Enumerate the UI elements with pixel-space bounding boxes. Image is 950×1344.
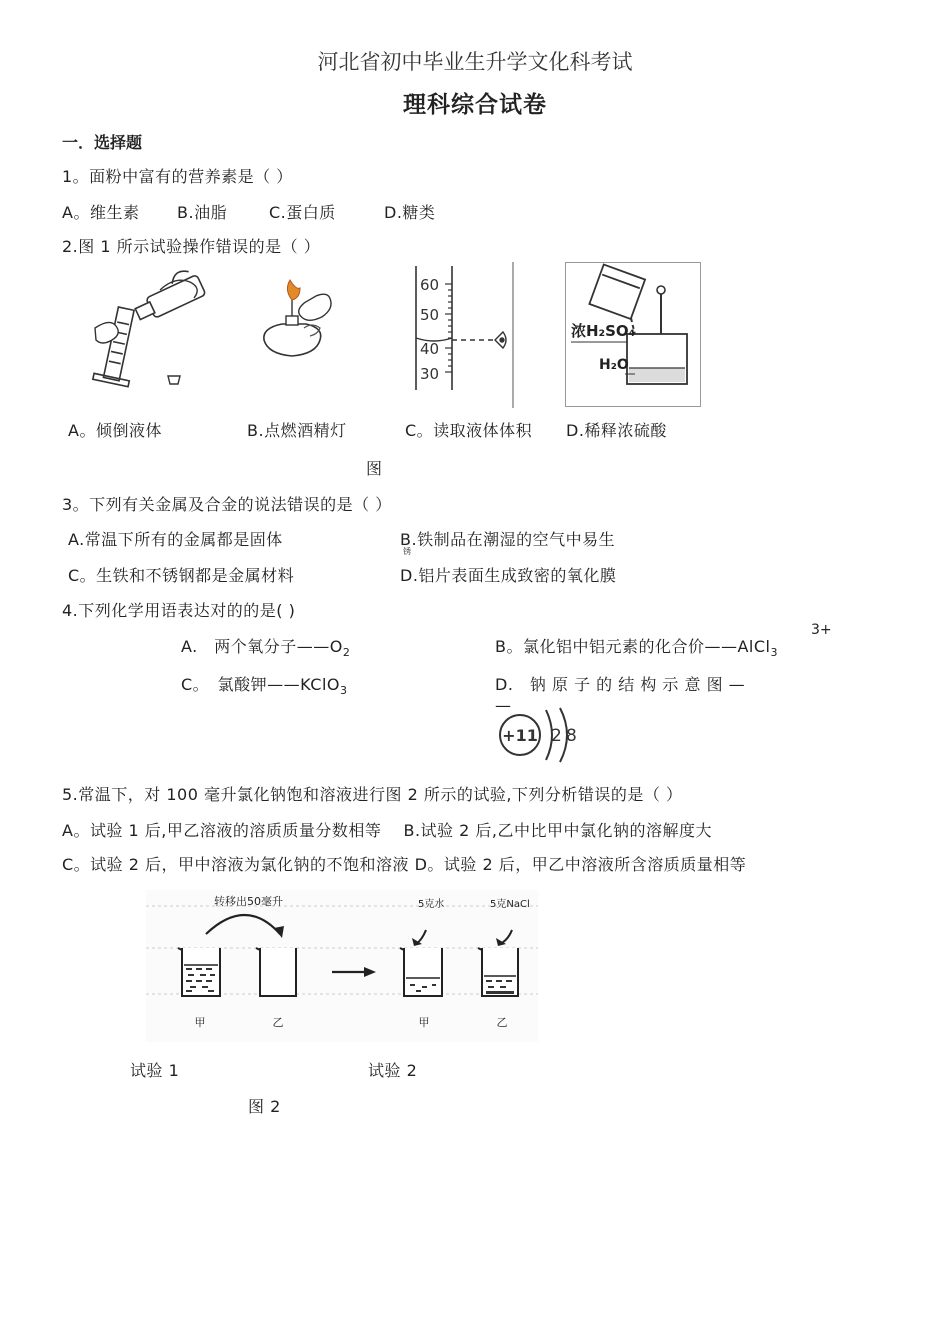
- figure-dilute-acid: [565, 262, 701, 408]
- q4-option-b-sup: 3+: [811, 622, 832, 638]
- eye-icon: [495, 332, 506, 348]
- q1-option-c: C.蛋白质: [269, 203, 336, 222]
- q5-stem: 5.常温下，对 100 毫升氯化钠饱和溶液进行图 2 所示的试验,下列分析错误的是（ ）: [62, 785, 683, 804]
- q2-stem: 2.图 1 所示试验操作错误的是（ ）: [62, 237, 321, 256]
- beaker-yi-2: 乙: [496, 1016, 508, 1029]
- q4-option-a-text: A. 两个氧分子——O: [181, 637, 343, 656]
- experiment1-label: 试验 1: [130, 1061, 180, 1080]
- q1-option-a: A。维生素: [62, 203, 140, 222]
- q3-option-c: C。生铁和不锈钢都是金属材料: [68, 566, 295, 585]
- figure2-label: 图 2: [248, 1097, 281, 1116]
- q3-option-b: B.铁制品在潮湿的空气中易生: [400, 530, 616, 549]
- q4-option-b: [495, 634, 778, 659]
- reagent-water: H₂O: [599, 357, 629, 373]
- q4-stem: 4.下列化学用语表达对的的是( ): [62, 601, 296, 620]
- shell1-electrons: 2: [551, 726, 562, 746]
- transfer-label: 转移出50毫升: [214, 895, 283, 908]
- cyl-tick-50: 50: [420, 306, 440, 324]
- q5-options-cd: C。试验 2 后，甲中溶液为氯化钠的不饱和溶液 D。试验 2 后，甲乙中溶液所含溶质质量相等: [62, 855, 747, 874]
- q1-option-d: D.糖类: [384, 203, 436, 222]
- figure-read-volume: [405, 262, 517, 408]
- q2-option-c: C。读取液体体积: [405, 421, 533, 440]
- q4-option-d: D. 钠 原 子 的 结 构 示 意 图 —: [495, 675, 746, 694]
- water-label: 5克水: [418, 899, 445, 910]
- experiment2-label: 试验 2: [368, 1061, 418, 1080]
- exam-title: 河北省初中毕业生升学文化科考试: [317, 50, 633, 74]
- figure-alcohol-lamp: [248, 278, 348, 368]
- figure1-label: 图: [366, 459, 383, 478]
- nacl-label: 5克NaCl: [490, 899, 530, 910]
- beaker-yi-1: 乙: [272, 1016, 284, 1029]
- q4-option-d-tail: —: [495, 696, 512, 715]
- exam-subtitle: 理科综合试卷: [403, 91, 547, 118]
- q4-option-b-sub: 3: [770, 646, 778, 660]
- figure-pour-liquid: [90, 268, 220, 393]
- sodium-atom-diagram: [496, 706, 588, 764]
- section-title: 一．选择题: [62, 133, 143, 152]
- cyl-tick-30: 30: [420, 365, 440, 383]
- nucleus-charge: +11: [502, 726, 538, 745]
- q4-option-c-sub: 3: [340, 684, 348, 698]
- q3-stem: 3。下列有关金属及合金的说法错误的是（ ）: [62, 495, 392, 514]
- reagent-conc-h2so4: 浓H₂SO₄: [571, 322, 636, 340]
- shell2-electrons: 8: [566, 726, 577, 746]
- q5-options-ab: A。试验 1 后,甲乙溶液的溶质质量分数相等 B.试验 2 后,乙中比甲中氯化钠的溶解度大: [62, 821, 712, 840]
- q3-option-d: D.铝片表面生成致密的氧化膜: [400, 566, 617, 585]
- q4-option-c: [181, 672, 348, 697]
- q1-stem: 1。面粉中富有的营养素是（ ）: [62, 167, 293, 186]
- beaker-jia-2: 甲: [418, 1016, 430, 1029]
- beaker-jia-1: 甲: [194, 1016, 206, 1029]
- q2-option-b: B.点燃酒精灯: [247, 421, 347, 440]
- q4-option-b-text: B。氯化铝中铝元素的化合价——AlCl: [495, 637, 771, 656]
- q1-option-b: B.油脂: [177, 203, 228, 222]
- q4-option-c-text: C。 氯酸钾——KClO: [181, 675, 341, 694]
- figure2-experiment: [146, 890, 538, 1042]
- q4-option-a-sub: 2: [342, 646, 351, 660]
- q2-option-a: A。倾倒液体: [68, 421, 162, 440]
- q2-option-d: D.稀释浓硫酸: [566, 421, 667, 440]
- q3-option-a: A.常温下所有的金属都是固体: [68, 530, 283, 549]
- q4-option-a: [181, 634, 350, 659]
- q3-option-b-tail: 锈: [403, 547, 411, 556]
- cyl-tick-40: 40: [420, 340, 440, 358]
- cyl-tick-60: 60: [420, 276, 440, 294]
